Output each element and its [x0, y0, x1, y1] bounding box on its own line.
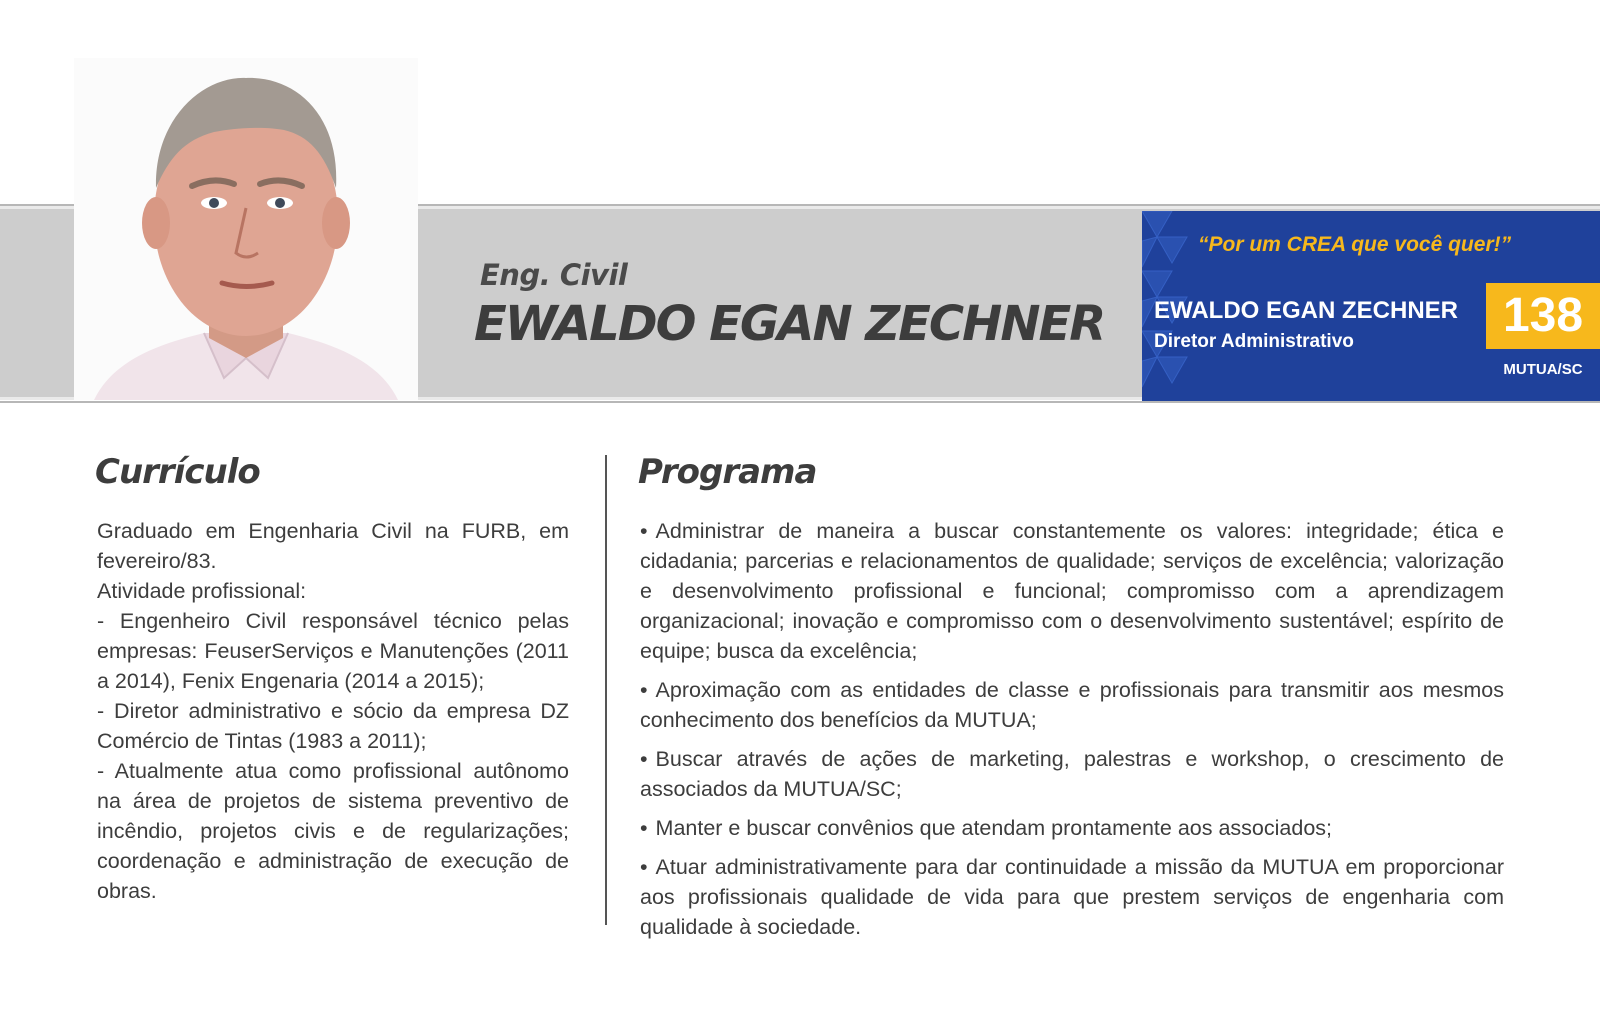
- curriculo-paragraph: Atividade profissional:: [97, 579, 307, 603]
- candidate-title: Eng. Civil: [480, 258, 628, 292]
- programa-item: [640, 852, 1504, 942]
- bullet-icon: •: [640, 747, 648, 771]
- curriculo-heading: Currículo: [95, 452, 260, 492]
- programa-item: [640, 675, 1504, 735]
- ballot-entity: MUTUA/SC: [1503, 361, 1583, 378]
- curriculo-paragraph: - Engenheiro Civil responsável técnico pelas empresas: FeuserServiços e Manutenções (2011 a 2014), Fenix Engenaria (2014 a 2015);: [97, 609, 569, 693]
- programa-item-text: Manter e buscar convênios que atendam prontamente aos associados;: [655, 816, 1332, 840]
- programa-item-text: Administrar de maneira a buscar constantemente os valores: integridade; ética e cidadania; parcerias e relacionamentos de qualidade; serviços de excelência; valorização e desenvolvimento profissional e funcional; compromisso com a aprendizagem organizacional; inovação e compromisso com o desenvolvimento sustentável; espírito de equipe; busca da excelência;: [640, 519, 1504, 663]
- curriculo-body: [97, 516, 569, 906]
- programa-item-text: Aproximação com as entidades de classe e profissionais para transmitir aos mesmos conhecimento dos benefícios da MUTUA;: [640, 678, 1504, 732]
- ballot-box: [1142, 211, 1600, 401]
- programa-item: [640, 813, 1504, 843]
- programa-item-text: Atuar administrativamente para dar continuidade a missão da MUTUA em proporcionar aos profissionais qualidade de vida para que prestem serviços de engenharia com qualidade à sociedade.: [640, 855, 1504, 939]
- programa-item-text: Buscar através de ações de marketing, palestras e workshop, o crescimento de associados da MUTUA/SC;: [640, 747, 1504, 801]
- programa-body: [640, 516, 1504, 951]
- curriculo-paragraph: - Diretor administrativo e sócio da empresa DZ Comércio de Tintas (1983 a 2011);: [97, 699, 569, 753]
- programa-heading: Programa: [638, 452, 817, 492]
- column-divider: [605, 455, 607, 925]
- band-bottom-rule: [0, 401, 1600, 403]
- programa-item: [640, 744, 1504, 804]
- bullet-icon: •: [640, 816, 648, 840]
- candidate-name: EWALDO EGAN ZECHNER: [474, 296, 1105, 352]
- ballot-candidate-name: EWALDO EGAN ZECHNER: [1154, 297, 1459, 324]
- bullet-icon: •: [640, 519, 648, 543]
- curriculo-paragraph: - Atualmente atua como profissional autônomo na área de projetos de sistema preventivo de incêndio, projetos civis e de regularizações; coordenação e administração de execução de obras.: [97, 759, 569, 903]
- bullet-icon: •: [640, 678, 648, 702]
- candidate-photo: [74, 58, 418, 400]
- slogan: “Por um CREA que você quer!”: [1198, 233, 1512, 256]
- ballot-role: Diretor Administrativo: [1154, 331, 1354, 352]
- bullet-icon: •: [640, 855, 648, 879]
- ballot-number: 138: [1486, 283, 1600, 349]
- programa-item: [640, 516, 1504, 666]
- curriculo-paragraph: Graduado em Engenharia Civil na FURB, em fevereiro/83.: [97, 519, 569, 573]
